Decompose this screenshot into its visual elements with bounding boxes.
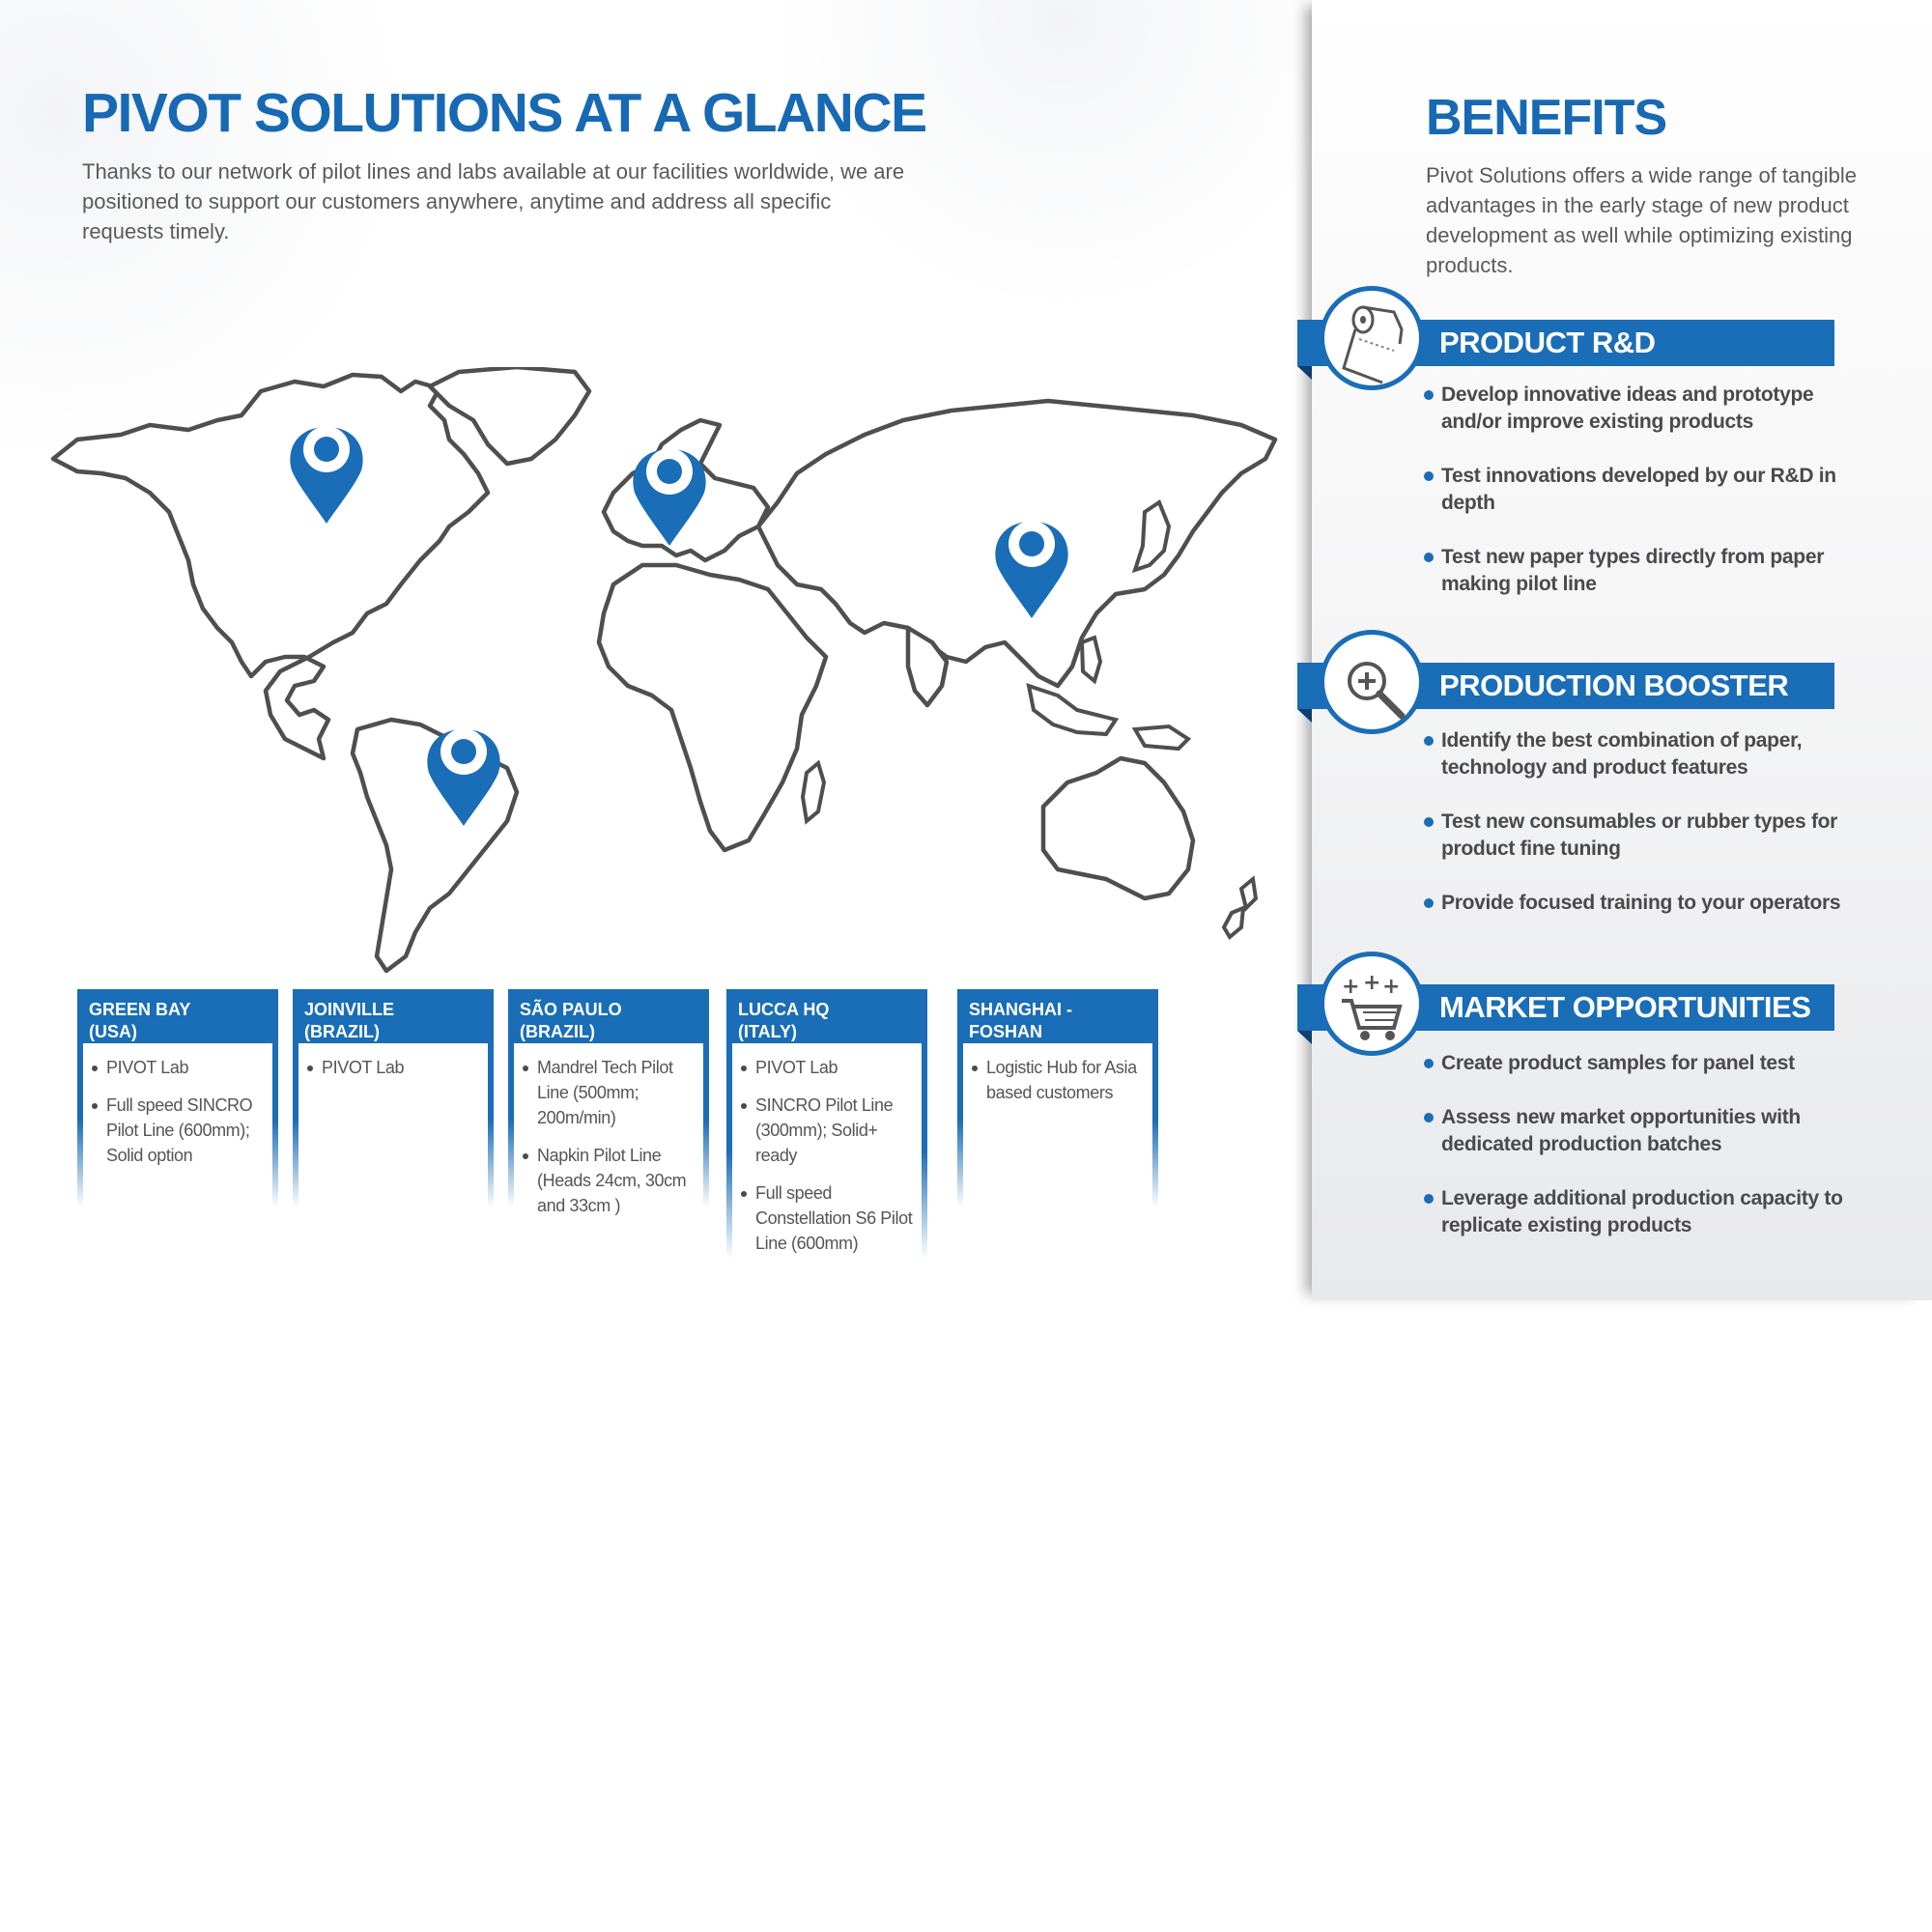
africa-outline (599, 565, 826, 850)
section-title: MARKET OPPORTUNITIES (1439, 990, 1811, 1024)
southeast-asia-islands (1029, 686, 1116, 734)
benefit-list-production-booster (1424, 727, 1849, 944)
australia-outline (1043, 758, 1193, 898)
shopping-cart-icon (1320, 952, 1424, 1056)
new-zealand-outline (1224, 879, 1256, 937)
list-item: Create product samples for panel test (1424, 1050, 1849, 1077)
list-item: Test new consumables or rubber types for product fine tuning (1424, 809, 1849, 863)
magnifier-plus-icon (1320, 630, 1424, 734)
list-item: Develop innovative ideas and prototype and/or improve existing products (1424, 382, 1849, 436)
svg-text:+: + (1342, 975, 1360, 999)
location-country: (ITALY) (738, 1022, 797, 1041)
list-item: Napkin Pilot Line (Heads 24cm, 30cm and 33cm ) (520, 1143, 697, 1218)
list-item: SINCRO Pilot Line (300mm); Solid+ ready (738, 1093, 916, 1168)
location-country: (USA) (89, 1022, 137, 1041)
location-card-green-bay (77, 989, 278, 1207)
location-name: JOINVILLE (304, 1000, 395, 1019)
list-item: Test new paper types directly from paper making pilot line (1424, 544, 1849, 598)
list-item: Test innovations developed by our R&D in depth (1424, 463, 1849, 517)
location-facility-list (298, 1043, 488, 1080)
location-card-lucca (726, 989, 927, 1258)
madagascar-outline (803, 763, 824, 821)
list-item: Assess new market opportunities with dedicated production batches (1424, 1104, 1849, 1158)
intro-text: Thanks to our network of pilot lines and labs available at our facilities worldwide, we are positioned to support our customers anywhere, anytime and address all specific requests timely. (82, 159, 905, 243)
location-card-shanghai (957, 989, 1158, 1207)
benefits-title: BENEFITS (1426, 90, 1667, 146)
list-item: Identify the best combination of paper, technology and product features (1424, 727, 1849, 781)
benefits-intro: Pivot Solutions offers a wide range of tangible advantages in the early stage of new product development as well while optimizing existing products. (1426, 163, 1857, 277)
location-facility-list (83, 1043, 272, 1168)
location-facility-list (732, 1043, 922, 1256)
world-map (34, 367, 1290, 976)
location-facility-list (514, 1043, 703, 1218)
list-item: PIVOT Lab (738, 1055, 916, 1080)
location-name: GREEN BAY (89, 1000, 191, 1019)
location-card-header (293, 989, 494, 1043)
list-item: Full speed Constellation S6 Pilot Line (600mm) (738, 1180, 916, 1256)
location-card-joinville (293, 989, 494, 1207)
list-item: PIVOT Lab (304, 1055, 482, 1080)
benefit-list-product-rd (1424, 382, 1849, 625)
location-country: (BRAZIL) (520, 1022, 595, 1041)
svg-text:+: + (1363, 971, 1381, 995)
new-guinea-outline (1135, 726, 1188, 749)
north-america-outline (53, 375, 488, 758)
section-title: PRODUCTION BOOSTER (1439, 668, 1789, 702)
list-item: Leverage additional production capacity to replicate existing products (1424, 1185, 1849, 1239)
section-title: PRODUCT R&D (1439, 326, 1656, 359)
philippines-outline (1082, 638, 1100, 681)
list-item: Full speed SINCRO Pilot Line (600mm); Solid option (89, 1093, 267, 1168)
location-card-header (508, 989, 709, 1043)
list-item: Provide focused training to your operators (1424, 890, 1849, 917)
location-card-sao-paulo (508, 989, 709, 1215)
list-item: Mandrel Tech Pilot Line (500mm; 200m/min) (520, 1055, 697, 1130)
page-title: PIVOT SOLUTIONS AT A GLANCE (82, 82, 926, 144)
location-card-header (77, 989, 278, 1043)
location-name: SHANGHAI - FOSHAN (969, 1000, 1072, 1041)
location-name: SÃO PAULO (520, 1000, 622, 1019)
location-country: (PRC) (969, 1044, 1017, 1064)
location-name: LUCCA HQ (738, 1000, 830, 1019)
list-item: Logistic Hub for Asia based customers (969, 1055, 1147, 1105)
location-country: (BRAZIL) (304, 1022, 380, 1041)
location-card-header (726, 989, 927, 1043)
location-card-header (957, 989, 1158, 1064)
list-item: PIVOT Lab (89, 1055, 267, 1080)
benefit-list-market-opportunities (1424, 1050, 1849, 1266)
svg-text:+: + (1382, 975, 1401, 999)
paper-roll-icon (1320, 286, 1424, 390)
